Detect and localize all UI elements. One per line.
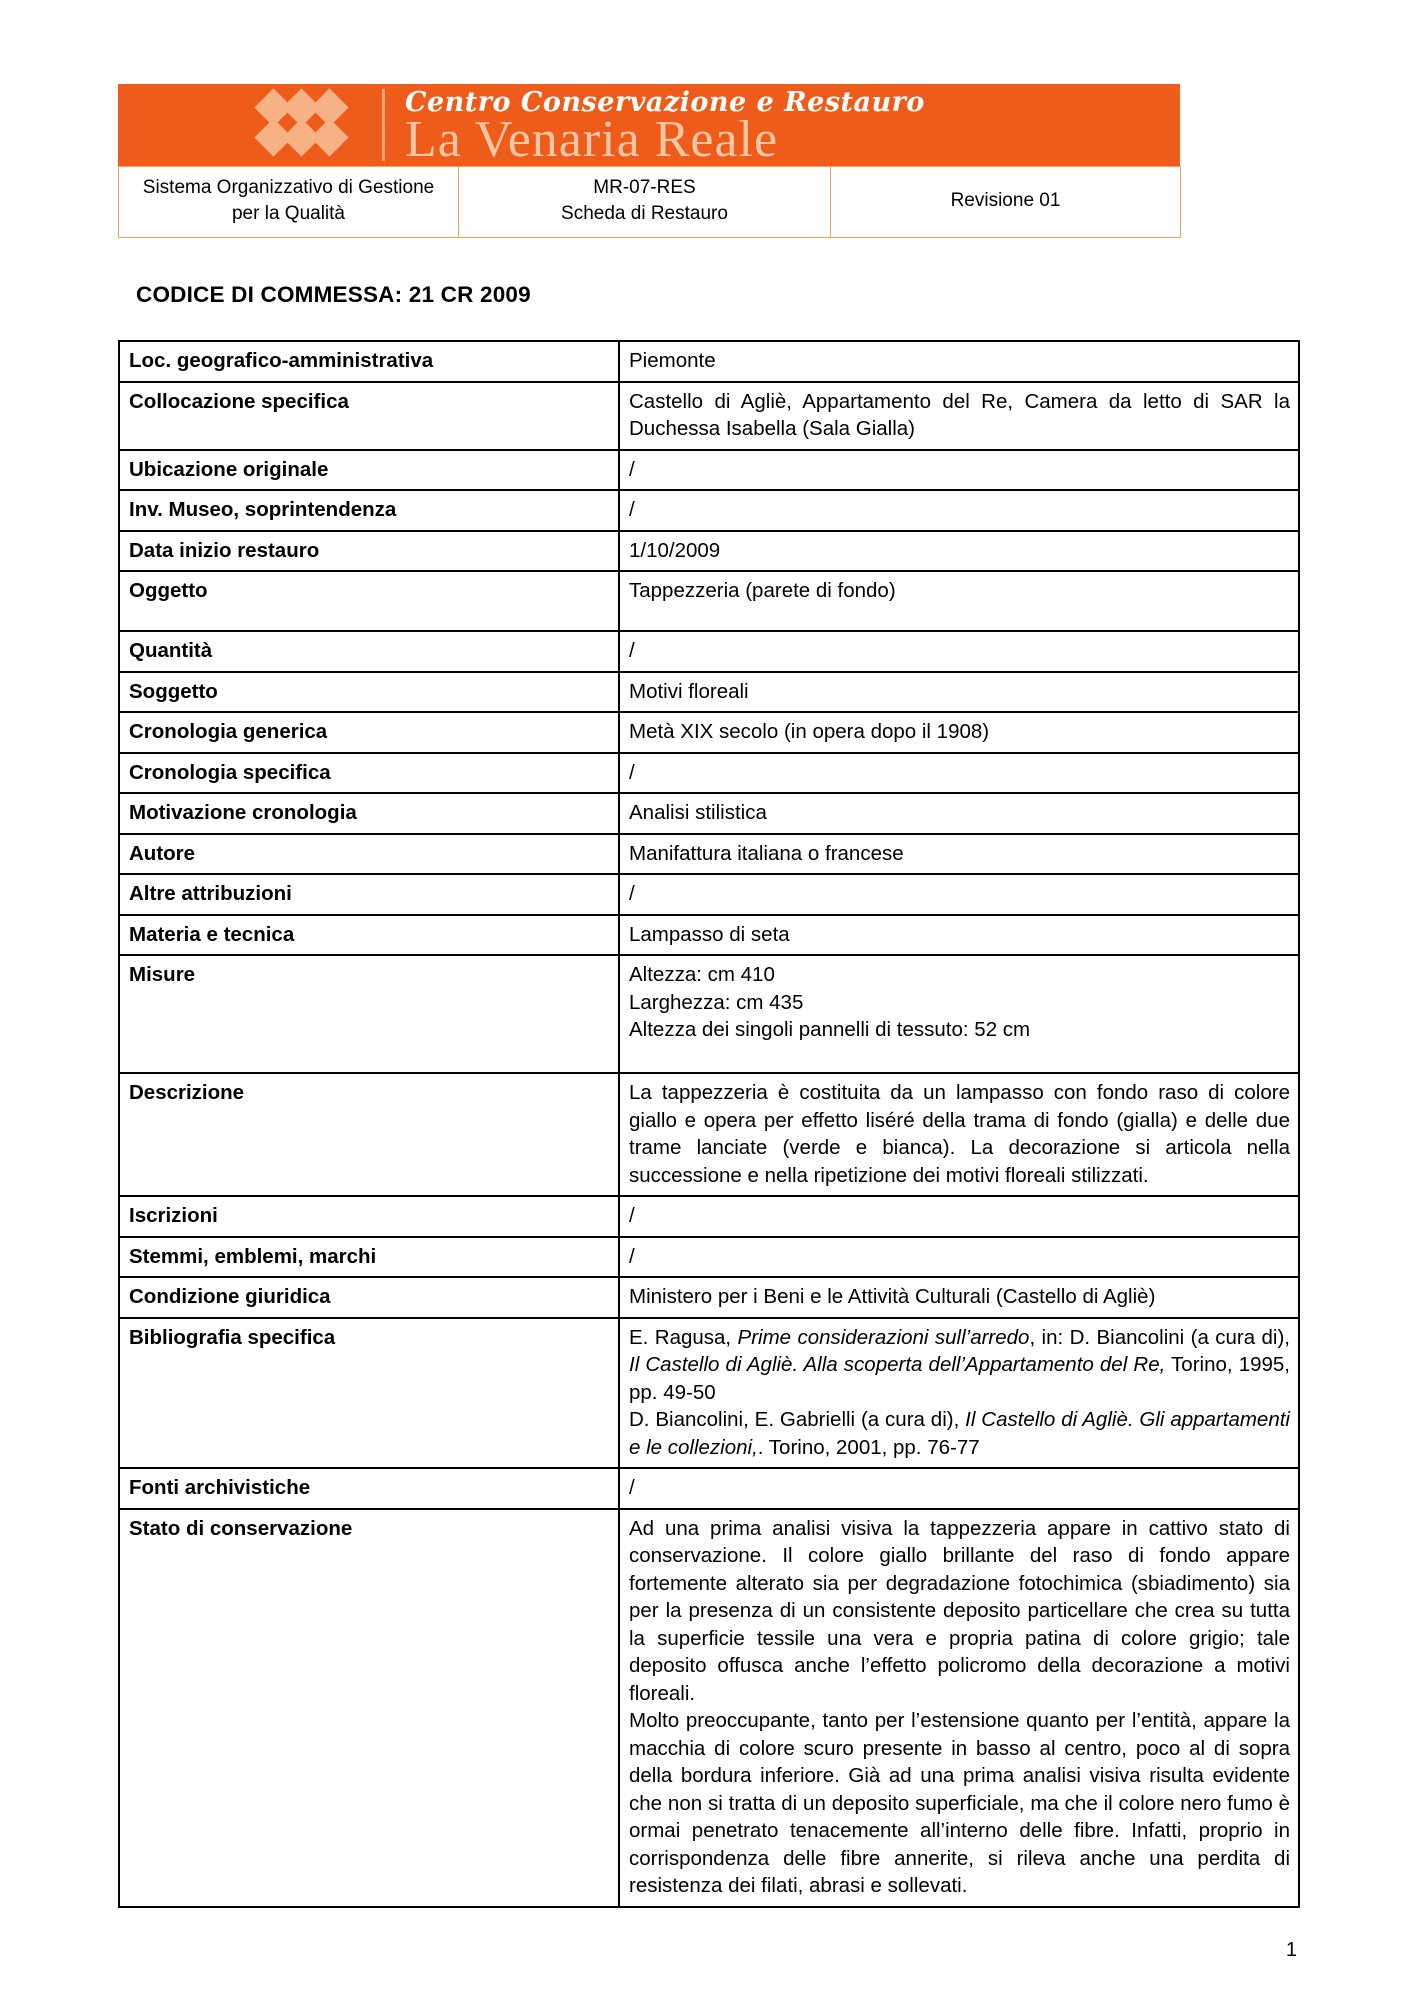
table-row	[119, 341, 1299, 382]
biblio-1-title-1: Prime considerazioni sull’arredo	[737, 1325, 1030, 1349]
row-label-motivazione-cronologia: Motivazione cronologia	[119, 793, 619, 834]
table-row	[119, 531, 1299, 572]
bibliography-entry-1	[629, 1324, 1290, 1407]
table-row	[119, 382, 1299, 450]
header-banner	[118, 84, 1180, 166]
row-value-materia-tecnica: Lampasso di seta	[619, 915, 1299, 956]
banner-title-primary: Centro Conservazione e Restauro	[405, 87, 925, 118]
row-label-cronologia-generica: Cronologia generica	[119, 712, 619, 753]
table-row	[119, 1277, 1299, 1318]
row-label-materia-tecnica: Materia e tecnica	[119, 915, 619, 956]
header-revision: Revisione 01	[950, 190, 1061, 211]
row-value-cronologia-generica: Metà XIX secolo (in opera dopo il 1908)	[619, 712, 1299, 753]
row-value-cronologia-specifica: /	[619, 753, 1299, 794]
table-row	[119, 490, 1299, 531]
misure-pannelli: Altezza dei singoli pannelli di tessuto: 52 cm	[629, 1018, 1031, 1041]
row-label-quantita: Quantità	[119, 631, 619, 672]
row-label-misure: Misure	[119, 955, 619, 1073]
row-value-misure	[619, 955, 1299, 1073]
biblio-1-mid: , in: D. Biancolini (a cura di),	[1029, 1325, 1290, 1349]
biblio-1-author: E. Ragusa,	[629, 1325, 738, 1349]
header-cell-form-code	[459, 167, 831, 238]
misure-altezza: Altezza: cm 410	[629, 963, 775, 986]
banner-title-secondary: La Venaria Reale	[405, 111, 779, 166]
table-row	[119, 1509, 1299, 1907]
biblio-2-author: D. Biancolini, E. Gabrielli (a cura di),	[629, 1408, 966, 1431]
row-label-stato-conservazione: Stato di conservazione	[119, 1509, 619, 1907]
biblio-2-title: Il Castello di Agliè. Gli appartamenti e le collezioni,	[629, 1408, 1290, 1459]
row-value-motivazione-cronologia: Analisi stilistica	[619, 793, 1299, 834]
row-label-altre-attribuzioni: Altre attribuzioni	[119, 874, 619, 915]
header-quality-line1: Sistema Organizzativo di Gestione	[142, 177, 435, 198]
row-value-ubicazione: /	[619, 450, 1299, 491]
venaria-diamond-logo-icon	[254, 84, 372, 166]
header-cell-quality-system	[119, 167, 459, 238]
banner-title-group	[405, 86, 925, 164]
table-row	[119, 672, 1299, 713]
row-label-loc-geografico: Loc. geografico-amministrativa	[119, 341, 619, 382]
row-value-quantita: /	[619, 631, 1299, 672]
stato-paragraph-1: Ad una prima analisi visiva la tappezzeria appare in cattivo stato di conservazione. Il colore giallo brillante del raso di fondo appare fortemente alterato sia per degradazione fotochimica (sbiadimento) sia per la presenza di un consistente deposito particellare che crea su tutta la superficie tessile una vera e propria patina di colore grigio; tale deposito offusca anche l’effetto policromo della decorazione a motivi floreali.	[629, 1516, 1290, 1705]
table-row	[119, 631, 1299, 672]
table-row	[119, 450, 1299, 491]
row-value-collocazione: Castello di Agliè, Appartamento del Re, Camera da letto di SAR la Duchessa Isabella (Sala Gialla)	[619, 382, 1299, 450]
row-value-bibliografia	[619, 1318, 1299, 1469]
row-label-stemmi: Stemmi, emblemi, marchi	[119, 1237, 619, 1278]
page-title: CODICE DI COMMESSA: 21 CR 2009	[136, 282, 531, 307]
row-label-fonti-archivistiche: Fonti archivistiche	[119, 1468, 619, 1509]
biblio-1-title-2: Il Castello di Agliè. Alla scoperta dell’Appartamento del Re,	[629, 1353, 1166, 1376]
row-label-autore: Autore	[119, 834, 619, 875]
row-label-inv-museo: Inv. Museo, soprintendenza	[119, 490, 619, 531]
row-value-iscrizioni: /	[619, 1196, 1299, 1237]
row-value-soggetto: Motivi floreali	[619, 672, 1299, 713]
misure-larghezza: Larghezza: cm 435	[629, 990, 804, 1014]
row-label-ubicazione: Ubicazione originale	[119, 450, 619, 491]
header-cell-revision	[831, 167, 1181, 238]
restoration-record-table	[118, 340, 1300, 1908]
row-value-stemmi: /	[619, 1237, 1299, 1278]
row-label-oggetto: Oggetto	[119, 571, 619, 631]
stato-paragraph-2: Molto preoccupante, tanto per l’estensione quanto per l’entità, appare la macchia di colore scuro presente in basso al centro, poco al di sopra della bordura inferiore. Già ad una prima analisi visiva risulta evidente che non si tratta di un deposito superficiale, ma che il colore nero fumo è ormai penetrato tenacemente all’interno delle fibre. Infatti, proprio in corrispondenza delle fibre annerite, si rileva anche una perdita di resistenza dei filati, abrasi e sollevati.	[629, 1709, 1290, 1897]
table-row	[119, 834, 1299, 875]
table-row	[119, 915, 1299, 956]
page-number: 1	[1285, 1939, 1297, 1961]
header-form-name: Scheda di Restauro	[561, 203, 728, 224]
row-value-data-inizio: 1/10/2009	[619, 531, 1299, 572]
row-label-collocazione: Collocazione specifica	[119, 382, 619, 450]
row-label-bibliografia: Bibliografia specifica	[119, 1318, 619, 1469]
table-row	[119, 1468, 1299, 1509]
row-label-iscrizioni: Iscrizioni	[119, 1196, 619, 1237]
biblio-2-tail: . Torino, 2001, pp. 76-77	[757, 1435, 980, 1459]
row-value-altre-attribuzioni: /	[619, 874, 1299, 915]
biblio-1-tail: Torino, 1995, pp. 49-50	[629, 1353, 1290, 1404]
table-row	[119, 712, 1299, 753]
row-label-condizione-giuridica: Condizione giuridica	[119, 1277, 619, 1318]
row-value-condizione-giuridica: Ministero per i Beni e le Attività Culturali (Castello di Agliè)	[619, 1277, 1299, 1318]
row-value-inv-museo: /	[619, 490, 1299, 531]
row-label-descrizione: Descrizione	[119, 1073, 619, 1196]
table-row	[119, 571, 1299, 631]
table-row	[119, 793, 1299, 834]
table-row	[119, 1237, 1299, 1278]
document-header-table	[118, 166, 1181, 238]
row-value-oggetto: Tappezzeria (parete di fondo)	[619, 571, 1299, 631]
row-label-cronologia-specifica: Cronologia specifica	[119, 753, 619, 794]
row-value-loc-geografico: Piemonte	[619, 341, 1299, 382]
header-quality-line2: per la Qualità	[231, 203, 345, 224]
table-row	[119, 1196, 1299, 1237]
row-value-descrizione: La tappezzeria è costituita da un lampasso con fondo raso di colore giallo e opera per effetto liséré della trama di fondo (gialla) e delle due trame lanciate (verde e bianca). La decorazione si articola nella successione e nella ripetizione dei motivi floreali stilizzati.	[619, 1073, 1299, 1196]
row-label-soggetto: Soggetto	[119, 672, 619, 713]
table-row	[119, 955, 1299, 1073]
row-value-autore: Manifattura italiana o francese	[619, 834, 1299, 875]
table-row	[119, 1073, 1299, 1196]
row-value-fonti-archivistiche: /	[619, 1468, 1299, 1509]
row-label-data-inizio: Data inizio restauro	[119, 531, 619, 572]
header-table-row	[119, 167, 1181, 238]
bibliography-entry-2	[629, 1406, 1290, 1461]
banner-divider	[382, 89, 385, 161]
table-row	[119, 1318, 1299, 1469]
table-row	[119, 874, 1299, 915]
row-value-stato-conservazione	[619, 1509, 1299, 1907]
header-form-code: MR-07-RES	[593, 177, 696, 198]
table-row	[119, 753, 1299, 794]
